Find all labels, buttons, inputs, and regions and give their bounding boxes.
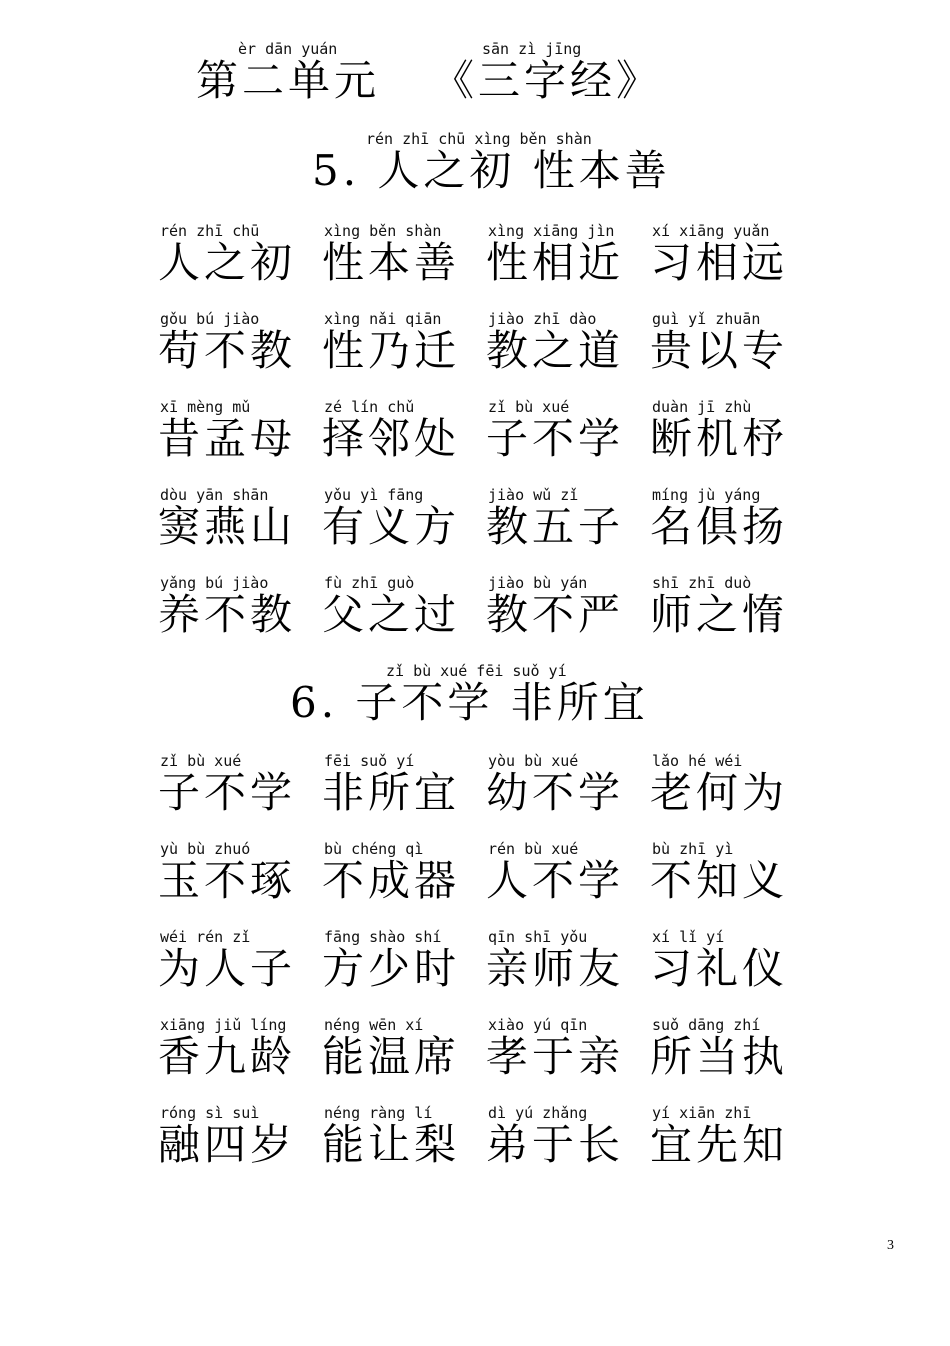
verse-line (0, 1016, 950, 1088)
verse-pinyin: yǒu yì fāng (324, 486, 424, 504)
verse-phrase: 昔孟母 (158, 414, 297, 463)
verse-phrase: 习礼仪 (650, 944, 789, 993)
lesson-heading-pinyin: rén zhī chū xìng běn shàn (366, 130, 592, 148)
verse-pinyin: néng ràng lí (324, 1104, 433, 1122)
verse-phrase: 不知义 (650, 856, 789, 905)
verse-phrase: 宜先知 (650, 1120, 789, 1169)
verse-phrase: 老何为 (650, 768, 789, 817)
verse-phrase: 有义方 (322, 502, 461, 551)
verse-line (0, 398, 950, 470)
verse-pinyin: wéi rén zǐ (160, 928, 251, 946)
verse-phrase: 子不学 (486, 414, 625, 463)
verse-phrase: 性相近 (486, 238, 625, 287)
verse-phrase: 贵以专 (650, 326, 789, 375)
verse-pinyin: xiāng jiǔ líng (160, 1016, 287, 1034)
lesson-heading-hanzi-row (0, 676, 950, 732)
verse-line (0, 840, 950, 912)
verse-pinyin: zǐ bù xué (488, 398, 570, 416)
verse-pinyin: róng sì suì (160, 1104, 260, 1122)
verse-phrase: 教之道 (486, 326, 625, 375)
verse-phrase: 所当执 (650, 1032, 789, 1081)
verse-phrase: 孝于亲 (486, 1032, 625, 1081)
verse-hanzi-row (0, 1030, 950, 1086)
verse-line (0, 310, 950, 382)
verse-phrase: 不成器 (322, 856, 461, 905)
verse-phrase: 弟于长 (486, 1120, 625, 1169)
verse-phrase: 非所宜 (322, 768, 461, 817)
verse-pinyin: zǐ bù xué (160, 752, 242, 770)
verse-hanzi-row (0, 942, 950, 998)
verse-line (0, 486, 950, 558)
verse-pinyin: guì yǐ zhuān (652, 310, 761, 328)
verse-pinyin: zé lín chǔ (324, 398, 415, 416)
verse-phrase: 子不学 (158, 768, 297, 817)
verse-hanzi-row (0, 236, 950, 292)
verse-phrase: 幼不学 (486, 768, 625, 817)
verse-line (0, 752, 950, 824)
verse-pinyin: bù zhī yì (652, 840, 734, 858)
verse-hanzi-row (0, 588, 950, 644)
verse-phrase: 父之过 (322, 590, 461, 639)
verse-phrase: 窦燕山 (158, 502, 297, 551)
verse-phrase: 性本善 (322, 238, 461, 287)
verse-phrase: 师之惰 (650, 590, 789, 639)
book-pinyin: sān zì jīng (482, 40, 582, 58)
verse-pinyin: fēi suǒ yí (324, 752, 415, 770)
verse-pinyin: xī mèng mǔ (160, 398, 251, 416)
verse-phrase: 性乃迁 (322, 326, 461, 375)
book-title: 《三字经》 (432, 56, 663, 105)
verse-pinyin: yòu bù xué (488, 752, 579, 770)
verse-pinyin: gǒu bú jiào (160, 310, 260, 328)
verse-phrase: 玉不琢 (158, 856, 297, 905)
verse-hanzi-row (0, 412, 950, 468)
verse-phrase: 人之初 (158, 238, 297, 287)
verse-phrase: 香九龄 (158, 1032, 297, 1081)
verse-phrase: 亲师友 (486, 944, 625, 993)
verse-phrase: 择邻处 (322, 414, 461, 463)
verse-phrase: 能温席 (322, 1032, 461, 1081)
verse-pinyin: fāng shào shí (324, 928, 442, 946)
verse-pinyin: jiào wǔ zǐ (488, 486, 579, 504)
lesson-heading (0, 662, 950, 734)
verse-pinyin: suǒ dāng zhí (652, 1016, 761, 1034)
verse-line (0, 574, 950, 646)
verse-pinyin: xí xiāng yuǎn (652, 222, 770, 240)
lesson-heading-pinyin: zǐ bù xué fēi suǒ yí (386, 662, 567, 680)
verse-pinyin: rén bù xué (488, 840, 579, 858)
verse-phrase: 习相远 (650, 238, 789, 287)
verse-pinyin: xìng běn shàn (324, 222, 442, 240)
verse-pinyin: jiào bù yán (488, 574, 588, 592)
verse-pinyin: yí xiān zhī (652, 1104, 752, 1122)
lesson-heading-hanzi-row (0, 144, 950, 200)
unit-title-hanzi (0, 54, 950, 110)
unit-pinyin: èr dān yuán (238, 40, 338, 58)
verse-pinyin: xìng xiāng jìn (488, 222, 615, 240)
lesson-heading-text: 6. 子不学 非所宜 (290, 678, 649, 727)
verse-phrase: 人不学 (486, 856, 625, 905)
verse-pinyin: dòu yān shān (160, 486, 269, 504)
verse-phrase: 教五子 (486, 502, 625, 551)
verse-line (0, 928, 950, 1000)
verse-phrase: 苟不教 (158, 326, 297, 375)
verse-pinyin: dì yú zhǎng (488, 1104, 588, 1122)
unit-label: 第二单元 (196, 56, 381, 105)
verse-pinyin: duàn jī zhù (652, 398, 752, 416)
verse-phrase: 融四岁 (158, 1120, 297, 1169)
verse-line (0, 222, 950, 294)
page-number: 3 (887, 1238, 894, 1253)
verse-hanzi-row (0, 854, 950, 910)
verse-phrase: 能让梨 (322, 1120, 461, 1169)
lesson-heading-text: 5. 人之初 性本善 (312, 146, 671, 195)
verse-line (0, 1104, 950, 1176)
verse-pinyin: míng jù yáng (652, 486, 761, 504)
verse-hanzi-row (0, 1118, 950, 1174)
verse-phrase: 养不教 (158, 590, 297, 639)
verse-phrase: 教不严 (486, 590, 625, 639)
lesson-heading (0, 130, 950, 202)
verse-pinyin: jiào zhī dào (488, 310, 597, 328)
verse-pinyin: shī zhī duò (652, 574, 752, 592)
verse-phrase: 为人子 (158, 944, 297, 993)
verse-pinyin: fù zhī guò (324, 574, 415, 592)
verse-phrase: 断机杼 (650, 414, 789, 463)
verse-pinyin: xiào yú qīn (488, 1016, 588, 1034)
verse-phrase: 名俱扬 (650, 502, 789, 551)
verse-pinyin: bù chéng qì (324, 840, 424, 858)
unit-title (0, 40, 950, 112)
verse-phrase: 方少时 (322, 944, 461, 993)
verse-pinyin: qīn shī yǒu (488, 928, 588, 946)
verse-hanzi-row (0, 766, 950, 822)
verse-pinyin: lǎo hé wéi (652, 752, 743, 770)
verse-pinyin: yù bù zhuó (160, 840, 251, 858)
verse-hanzi-row (0, 324, 950, 380)
verse-pinyin: yǎng bú jiào (160, 574, 269, 592)
verse-pinyin: xìng nǎi qiān (324, 310, 442, 328)
verse-pinyin: néng wēn xí (324, 1016, 424, 1034)
verse-pinyin: rén zhī chū (160, 222, 260, 240)
verse-hanzi-row (0, 500, 950, 556)
verse-pinyin: xí lǐ yí (652, 928, 725, 946)
